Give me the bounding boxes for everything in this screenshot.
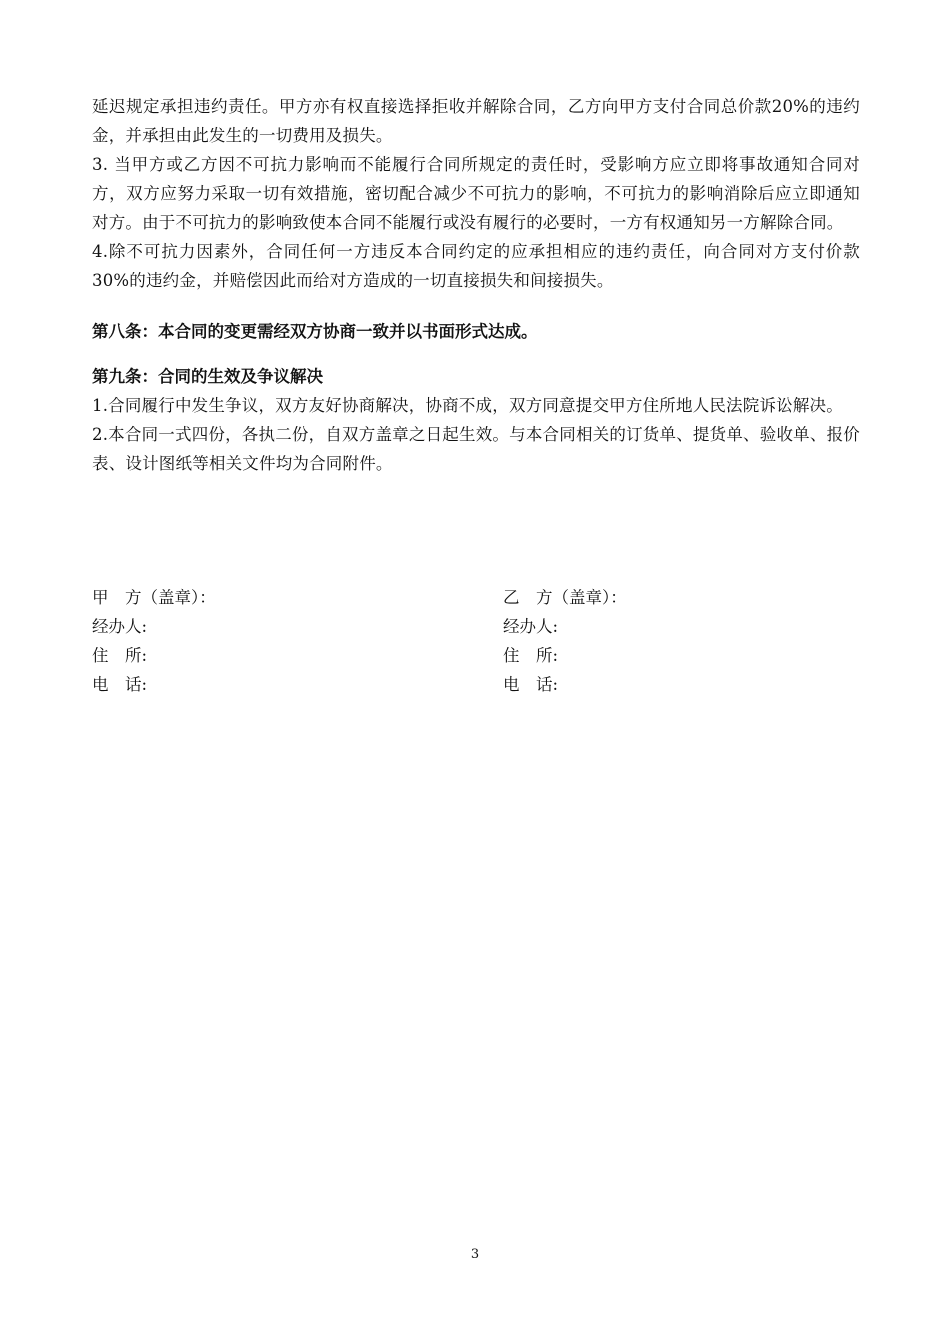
signature-row-party	[92, 583, 860, 612]
signature-row-agent	[92, 612, 860, 641]
party-b-phone-label: 电 话:	[503, 675, 559, 694]
paragraph-dispute-resolution: 1.合同履行中发生争议，双方友好协商解决，协商不成，双方同意提交甲方住所地人民法院诉讼解决。	[92, 396, 843, 415]
party-b-agent-label: 经办人:	[503, 617, 559, 636]
paragraph-breach-delay: 延迟规定承担违约责任。甲方亦有权直接选择拒收并解除合同，乙方向甲方支付合同总价款20%的违约金，并承担由此发生的一切费用及损失。	[92, 97, 860, 145]
party-a-seal-label: 甲 方（盖章）：	[92, 588, 216, 607]
party-b-address-label: 住 所:	[503, 646, 559, 665]
signature-block	[92, 583, 860, 699]
paragraph-effectiveness: 2.本合同一式四份，各执二份，自双方盖章之日起生效。与本合同相关的订货单、提货单、验收单、报价表、设计图纸等相关文件均为合同附件。	[92, 425, 860, 473]
signature-row-address	[92, 641, 860, 670]
paragraph-breach-penalty: 4.除不可抗力因素外，合同任何一方违反本合同约定的应承担相应的违约责任，向合同对方支付价款30%的违约金，并赔偿因此而给对方造成的一切直接损失和间接损失。	[92, 242, 860, 290]
party-a-phone-label: 电 话:	[92, 675, 148, 694]
article-9-heading: 第九条：合同的生效及争议解决	[92, 367, 323, 386]
party-a-address-label: 住 所:	[92, 646, 148, 665]
page-number: 3	[470, 1247, 480, 1262]
article-8-heading: 第八条：本合同的变更需经双方协商一致并以书面形式达成。	[92, 322, 538, 341]
signature-row-phone	[92, 670, 860, 699]
paragraph-force-majeure: 3. 当甲方或乙方因不可抗力影响而不能履行合同所规定的责任时，受影响方应立即将事故通知合同对方，双方应努力采取一切有效措施，密切配合减少不可抗力的影响，不可抗力的影响消除后应立即通知对方。由于不可抗力的影响致使本合同不能履行或没有履行的必要时，一方有权通知另一方解除合同。	[92, 155, 860, 232]
party-a-agent-label: 经办人:	[92, 617, 148, 636]
party-b-seal-label: 乙 方（盖章）：	[503, 588, 627, 607]
contract-body	[92, 92, 860, 478]
